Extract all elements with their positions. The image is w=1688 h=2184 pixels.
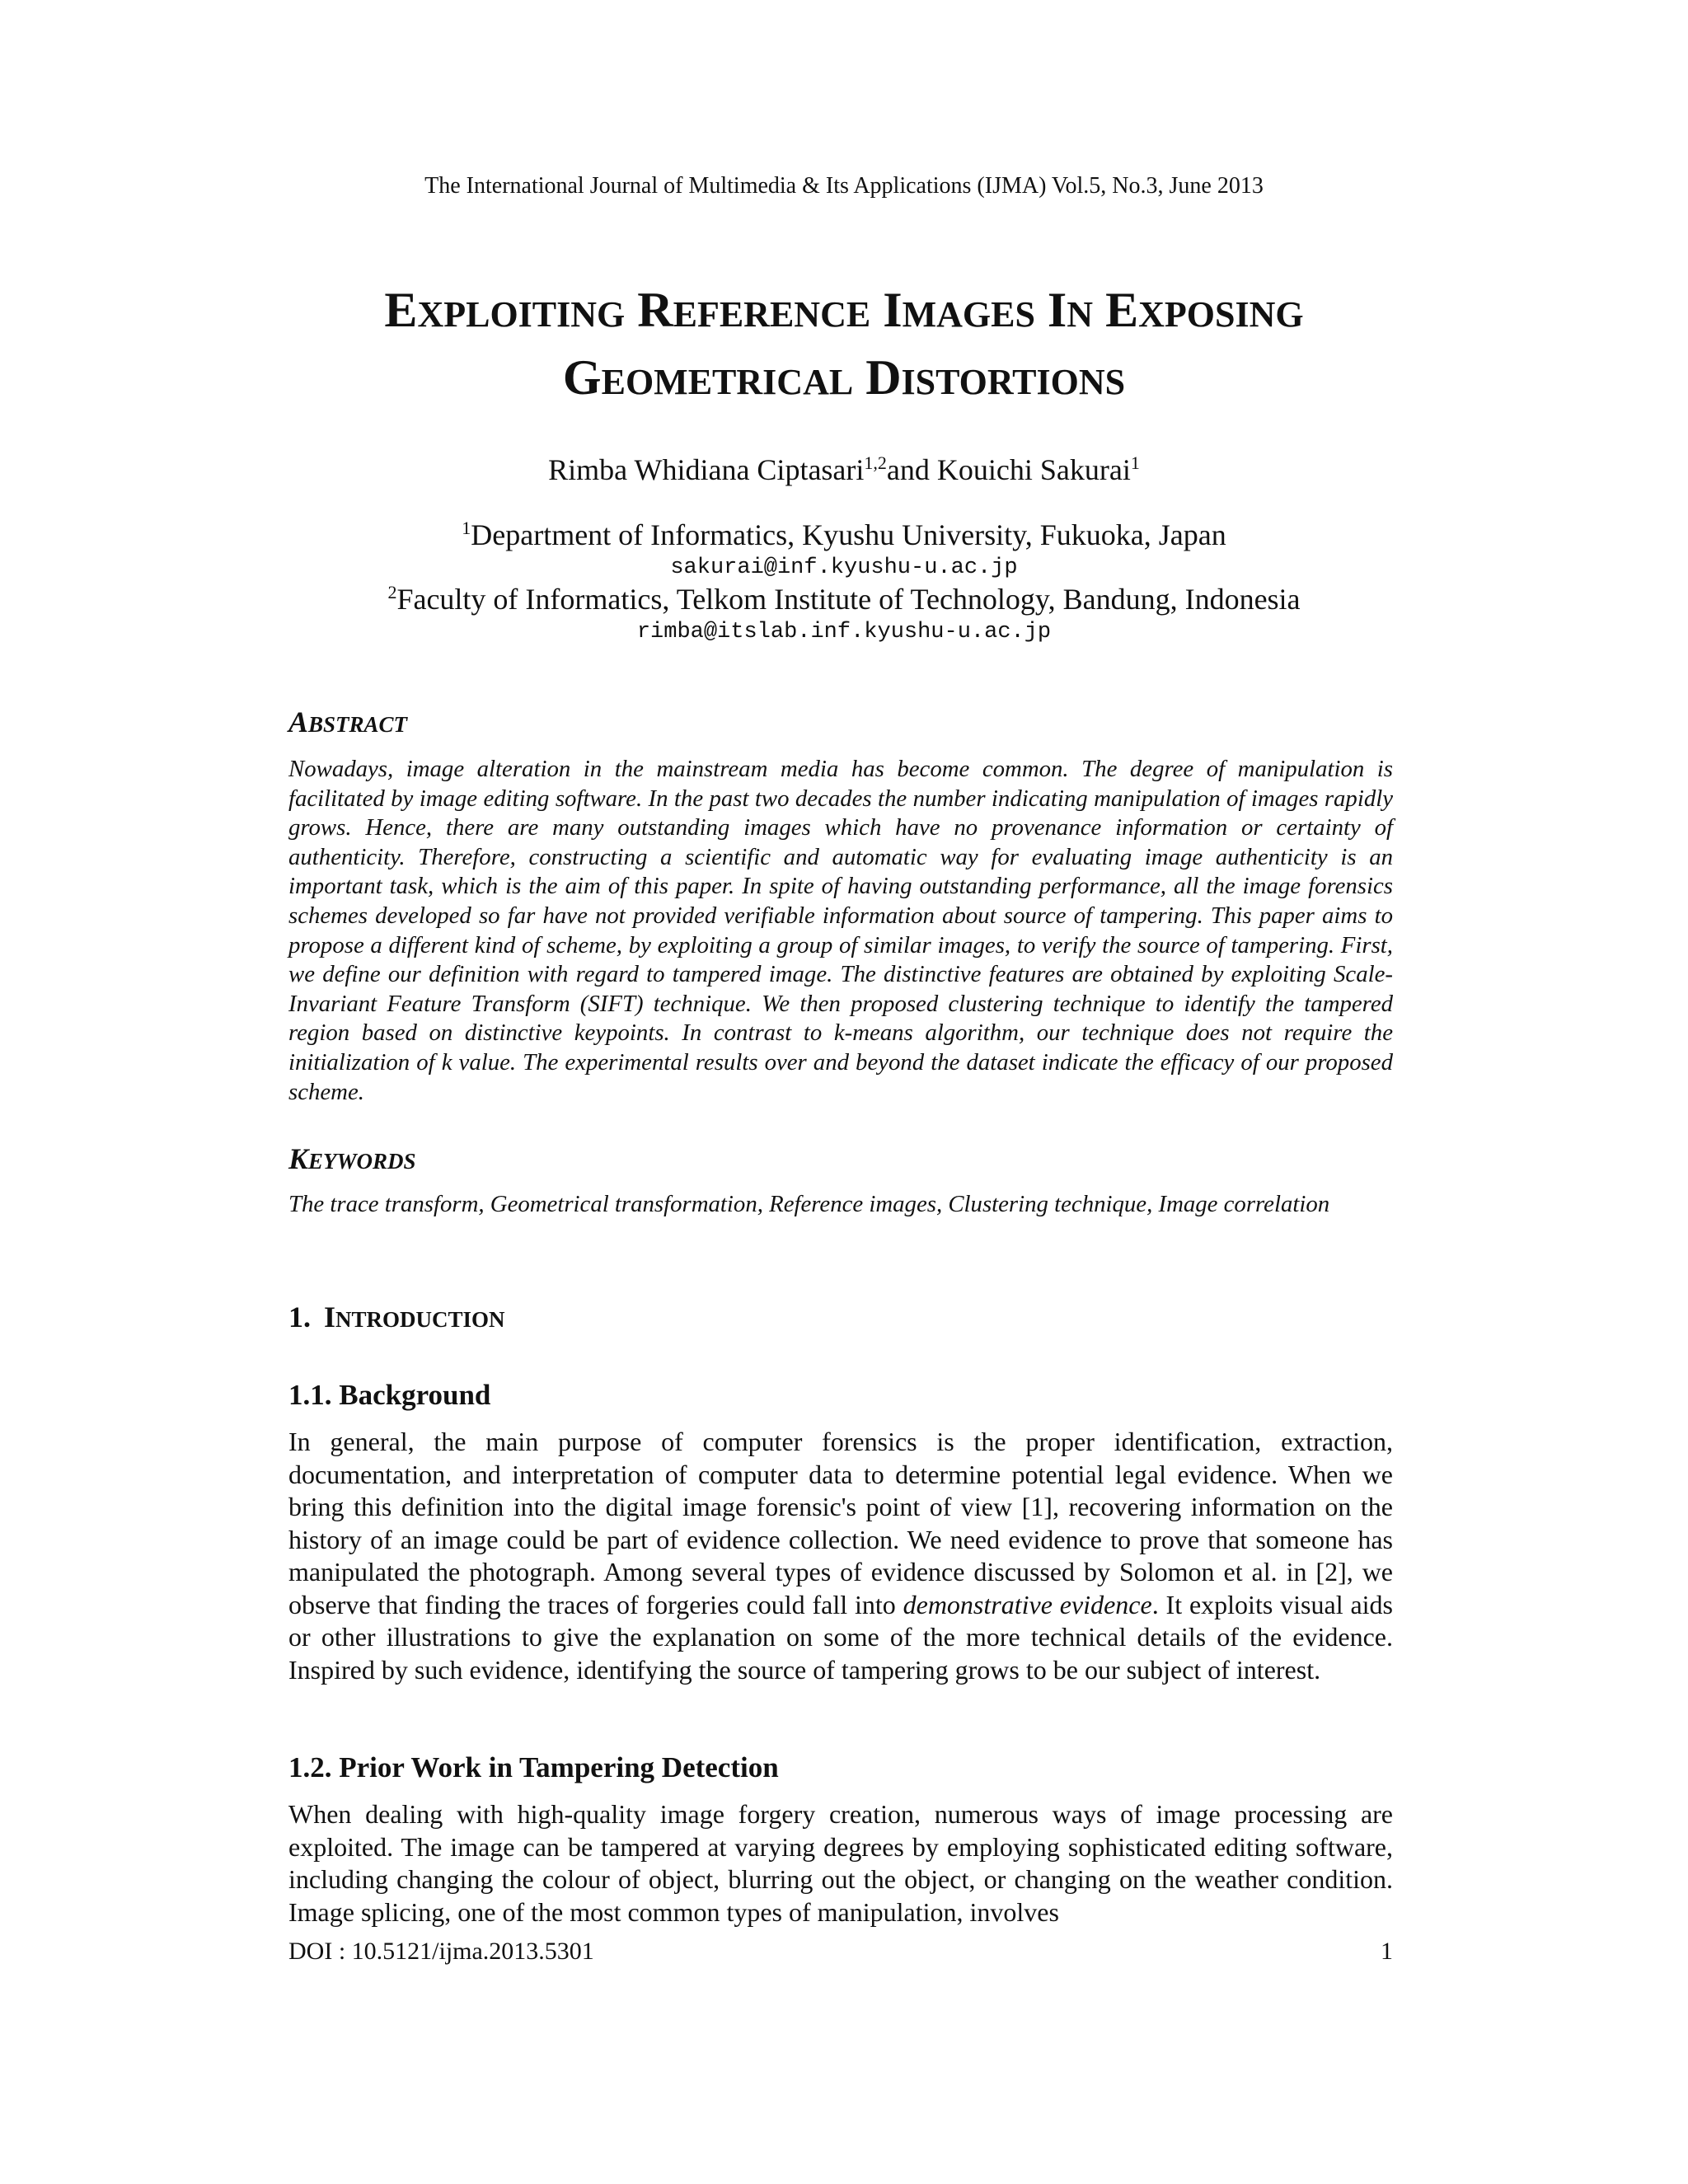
affiliation-email-2[interactable]: rimba@itslab.inf.kyushu-u.ac.jp: [636, 620, 1052, 644]
abstract-text: Nowadays, image alteration in the mainstream media has become common. The degree of manipulation is facilitated by image editing software. In the past two decades the number indicating manipulation of images rapidly grows. Hence, there are many outstanding images which have no provenance information or certainty of authenticity. Therefore, constructing a scientific and automatic way for evaluating image authenticity is an important task, which is the aim of this paper. In spite of having outstanding performance, all the image forensics schemes developed so far have not provided verifiable information about source of tampering. This paper aims to propose a different kind of scheme, by exploiting a group of similar images, to verify the source of tampering. First, we define our definition with regard to tampered image. The distinctive features are obtained by exploiting Scale- Invariant Feature Transform (SIFT) technique. We then proposed clustering technique to identify the tampered region based on distinctive keypoints. In contrast to k-means algorithm, our technique does not require the initialization of k value. The experimental results over and beyond the dataset indicate the efficacy of our proposed scheme.: [288, 756, 1393, 1105]
affiliation-superscript: 2: [387, 582, 397, 602]
title-word: IN: [1047, 283, 1094, 337]
affiliation-name: Faculty of Informatics, Telkom Institute of Technology, Bandung, Indonesia: [396, 583, 1301, 616]
title-line-2: [0, 346, 1688, 414]
section-number: 1.: [288, 1301, 311, 1333]
page-number: 1: [1381, 1938, 1393, 1965]
title-line-1: [0, 279, 1688, 346]
subsection-heading-prior-work: 1.2. Prior Work in Tampering Detection: [288, 1751, 779, 1783]
keywords-text: The trace transform, Geometrical transformation, Reference images, Clustering technique, Image correlation: [288, 1191, 1330, 1217]
paragraph-background: In general, the main purpose of computer forensics is the proper identification, extraction, documentation, and interpretation of computer data to determine potential legal evidence. When we bring this definition into the digital image forensic's point of view [1], recovering information on the history of an image could be part of evidence collection. We need evidence to prove that someone has manipulated the photograph. Among several types of evidence discussed by Solomon et al. in [2], we observe that finding the traces of forgeries could fall into demonstrative evidence. It exploits visual aids or other illustrations to give the explanation on some of the more technical details of the evidence. Inspired by such evidence, identifying the source of tampering grows to be our subject of interest.: [288, 1427, 1394, 1685]
author-name: Rimba Whidiana Ciptasari: [548, 453, 865, 486]
paper-title: [0, 279, 1688, 414]
author-superscript: 1: [1130, 452, 1140, 473]
author-name: and Kouichi Sakurai: [886, 453, 1131, 486]
affiliation-email-1[interactable]: sakurai@inf.kyushu-u.ac.jp: [670, 555, 1018, 580]
paragraph-prior-work: When dealing with high-quality image forgery creation, numerous ways of image processing are exploited. The image can be tampered at varying degrees by employing sophisticated editing software, including changing the colour of object, blurring out the object, or changing on the weather condition. Image splicing, one of the most common types of manipulation, involves: [288, 1799, 1393, 1927]
affiliation-2: [0, 582, 1688, 616]
abstract-heading: ABSTRACT: [288, 705, 408, 738]
title-word: EXPLOITING: [384, 283, 626, 337]
emphasis-text: demonstrative evidence: [903, 1589, 1152, 1619]
author-superscript: 1,2: [864, 452, 887, 473]
affiliation-name: Department of Informatics, Kyushu University, Fukuoka, Japan: [471, 518, 1226, 551]
affiliation-1: [0, 518, 1688, 552]
footer-doi: DOI : 10.5121/ijma.2013.5301: [288, 1938, 594, 1965]
title-word: IMAGES: [883, 283, 1035, 337]
keywords-heading: KEYWORDS: [288, 1142, 416, 1175]
title-word: DISTORTIONS: [865, 350, 1126, 405]
running-header: The International Journal of Multimedia & Its Applications (IJMA) Vol.5, No.3, June 2013: [424, 173, 1264, 199]
title-word: REFERENCE: [637, 283, 871, 337]
author-line: [0, 452, 1688, 488]
section-heading-introduction: 1. INTRODUCTION: [288, 1301, 505, 1333]
title-word: EXPOSING: [1105, 283, 1304, 337]
title-word: GEOMETRICAL: [562, 350, 854, 405]
subsection-heading-background: 1.1. Background: [288, 1379, 491, 1411]
affiliation-superscript: 1: [462, 518, 471, 538]
